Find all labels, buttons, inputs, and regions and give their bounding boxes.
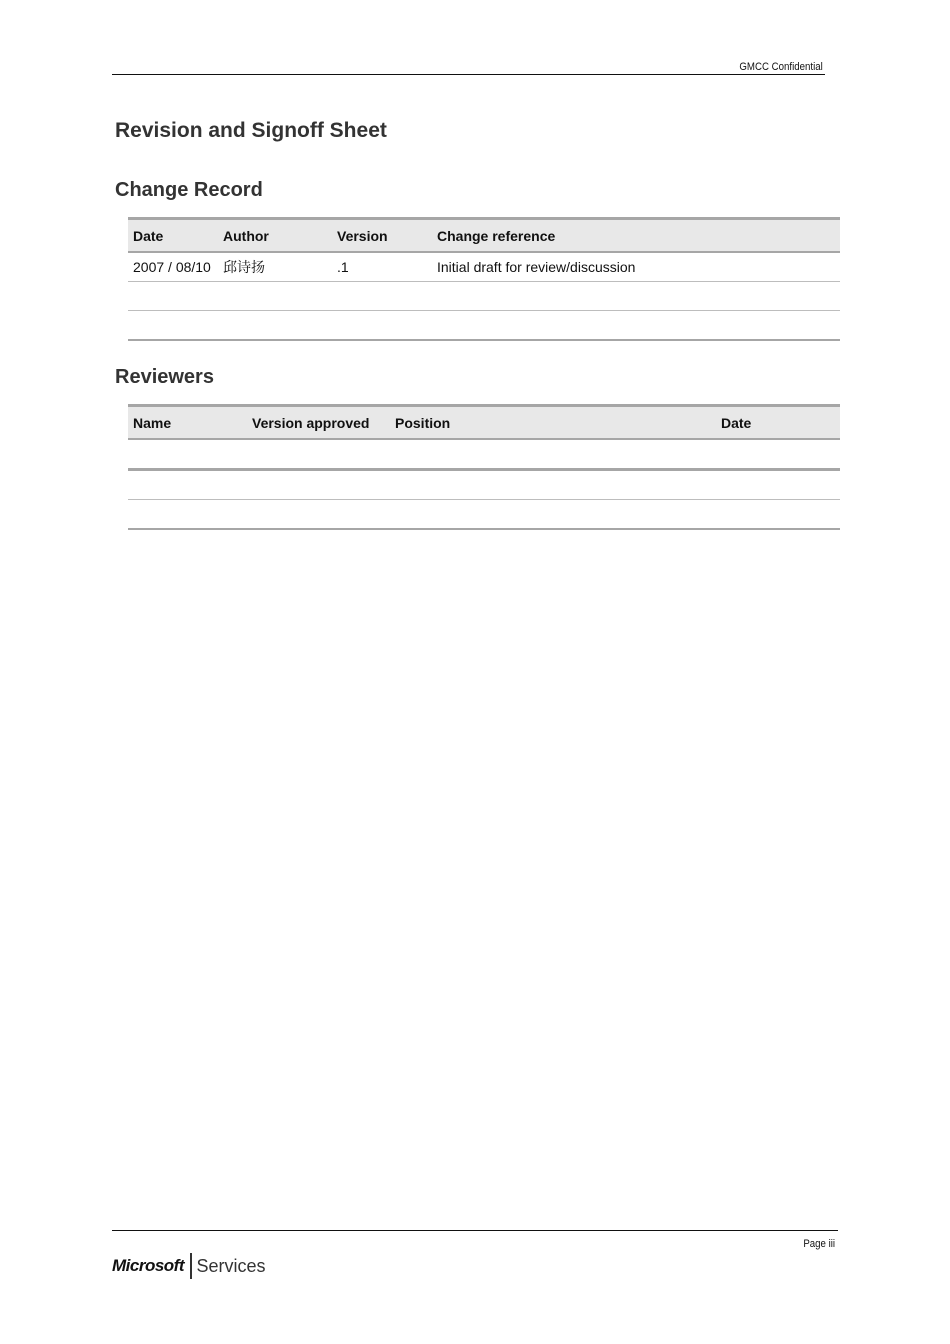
- column-header-date: Date: [128, 219, 218, 253]
- cell-version: [332, 311, 432, 341]
- cell-date: [716, 470, 840, 500]
- logo-separator: [190, 1253, 192, 1279]
- change-record-heading: Change Record: [115, 179, 263, 201]
- cell-change-reference: [432, 282, 840, 311]
- cell-name: [128, 439, 247, 470]
- change-record-table: [128, 217, 840, 341]
- cell-position: [390, 500, 716, 530]
- cell-version: .1: [332, 252, 432, 282]
- table-row: [128, 311, 840, 341]
- column-header-version: Version: [332, 219, 432, 253]
- reviewers-table: [128, 404, 840, 530]
- page-title: Revision and Signoff Sheet: [115, 119, 387, 142]
- column-header-name: Name: [128, 406, 247, 440]
- cell-version-approved: [247, 470, 390, 500]
- change-record-header-row: [128, 219, 840, 253]
- column-header-change-reference: Change reference: [432, 219, 840, 253]
- reviewers-header-row: [128, 406, 840, 440]
- cell-version-approved: [247, 439, 390, 470]
- table-row: [128, 500, 840, 530]
- logo-brand: Microsoft: [112, 1256, 184, 1275]
- table-row: [128, 470, 840, 500]
- footer-rule: [112, 1230, 838, 1231]
- column-header-position: Position: [390, 406, 716, 440]
- column-header-author: Author: [218, 219, 332, 253]
- column-header-date: Date: [716, 406, 840, 440]
- header-confidential: GMCC Confidential: [739, 61, 823, 73]
- cell-date: [128, 311, 218, 341]
- cell-version-approved: [247, 500, 390, 530]
- reviewers-heading: Reviewers: [115, 366, 214, 388]
- logo-product: Services: [196, 1255, 266, 1276]
- cell-author: [218, 311, 332, 341]
- cell-date: [128, 282, 218, 311]
- cell-date: 2007 / 08/10: [128, 252, 218, 282]
- cell-change-reference: Initial draft for review/discussion: [432, 252, 840, 282]
- cell-version: [332, 282, 432, 311]
- page-number: Page iii: [803, 1238, 835, 1250]
- cell-date: [716, 439, 840, 470]
- cell-date: [716, 500, 840, 530]
- cell-position: [390, 439, 716, 470]
- cell-name: [128, 470, 247, 500]
- table-row: [128, 282, 840, 311]
- cell-author: 邱诗扬: [218, 252, 332, 282]
- column-header-version-approved: Version approved: [247, 406, 390, 440]
- cell-change-reference: [432, 311, 840, 341]
- cell-name: [128, 500, 247, 530]
- table-row: [128, 439, 840, 470]
- table-row: [128, 252, 840, 282]
- microsoft-services-logo: [112, 1252, 266, 1280]
- cell-author: [218, 282, 332, 311]
- header-rule: [112, 74, 825, 75]
- cell-position: [390, 470, 716, 500]
